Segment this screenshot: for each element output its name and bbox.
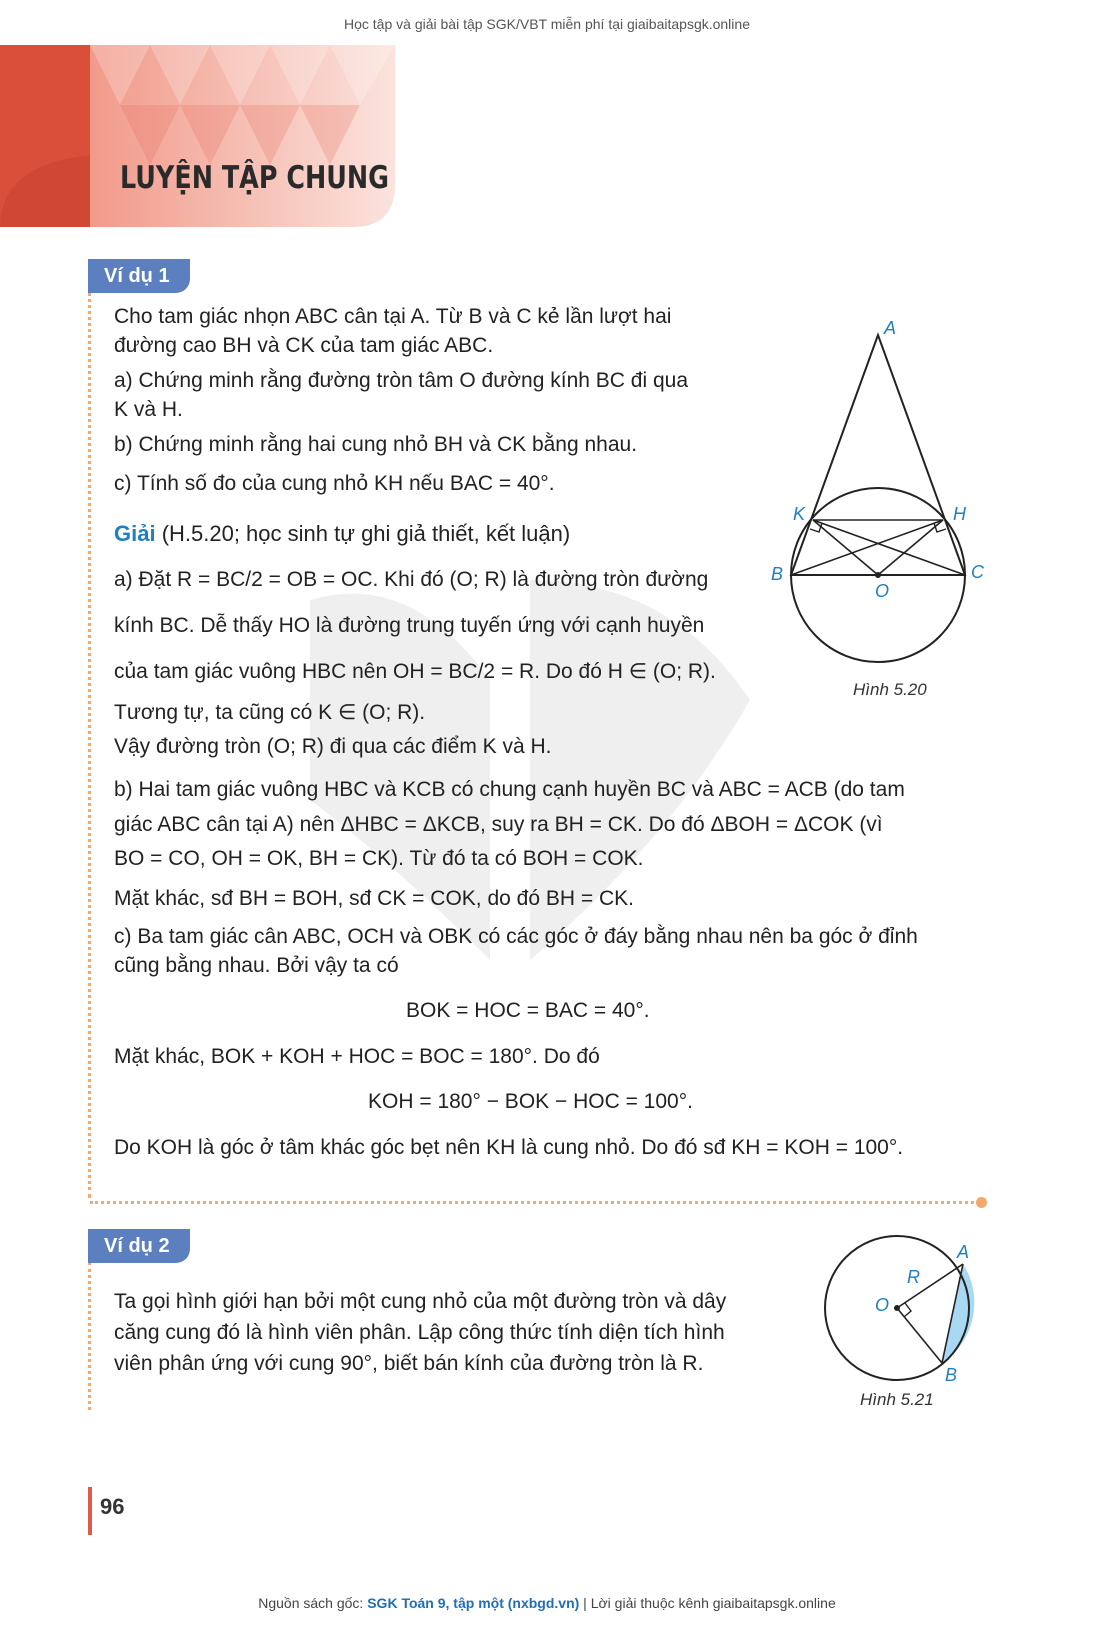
sol-line-2: kính BC. Dễ thấy HO là đường trung tuyến ứng với cạnh huyền xyxy=(114,614,705,637)
label-h: H xyxy=(953,504,966,524)
example1-end-dot xyxy=(976,1197,987,1208)
page-number: 96 xyxy=(100,1494,125,1519)
center-o-2 xyxy=(894,1305,900,1311)
vd1-line-1: Cho tam giác nhọn ABC cân tại A. Từ B và C kẻ lần lượt hai xyxy=(114,305,672,328)
right-angle-k xyxy=(810,523,822,532)
sol-line-13: Mặt khác, BOK + KOH + HOC = BOC = 180°. Do đó xyxy=(114,1045,600,1068)
sol-line-5: Vậy đường tròn (O; R) đi qua các điểm K và H. xyxy=(114,735,552,758)
example1-tag: Ví dụ 1 xyxy=(88,259,190,293)
figure-5-20-caption: Hình 5.20 xyxy=(853,680,927,699)
label-k: K xyxy=(793,504,806,524)
footer-prefix: Nguồn sách gốc: xyxy=(258,1595,368,1611)
vd1-line-4: K và H. xyxy=(114,398,183,421)
right-angle-o xyxy=(904,1303,911,1317)
vd1-line-5: b) Chứng minh rằng hai cung nhỏ BH và CK bằng nhau. xyxy=(114,433,638,456)
vd2-line-3: viên phân ứng với cung 90°, biết bán kính của đường tròn là R. xyxy=(114,1352,704,1375)
chapter-title: LUYỆN TẬP CHUNG xyxy=(120,160,390,196)
sol-line-3: của tam giác vuông HBC nên OH = BC/2 = R. Do đó H ∈ (O; R). xyxy=(114,660,716,683)
center-o xyxy=(875,572,881,578)
vd1-line-3: a) Chứng minh rằng đường tròn tâm O đường kính BC đi qua xyxy=(114,369,689,392)
example1-bottom-line xyxy=(90,1201,980,1204)
label-o-2: O xyxy=(875,1295,890,1315)
label-a-2: A xyxy=(957,1242,970,1262)
figure-5-21 xyxy=(815,1232,990,1392)
sol-line-15: Do KOH là góc ở tâm khác góc bẹt nên KH là cung nhỏ. Do đó sđ KH = KOH = 100°. xyxy=(114,1136,904,1159)
example2-tag: Ví dụ 2 xyxy=(88,1229,190,1263)
label-o: O xyxy=(875,581,890,601)
footer-source-link[interactable]: SGK Toán 9, tập một (nxbgd.vn) xyxy=(367,1595,580,1611)
label-a: A xyxy=(884,318,897,338)
solution-label: Giải xyxy=(114,521,156,546)
sol-line-9: Mặt khác, sđ BH = BOH, sđ CK = COK, do đó BH = CK. xyxy=(114,887,634,910)
figure-5-21-caption: Hình 5.21 xyxy=(860,1390,934,1409)
sol-line-8: BO = CO, OH = OK, BH = CK). Từ đó ta có BOH = COK. xyxy=(114,847,644,870)
radius-ob xyxy=(897,1308,942,1363)
vd2-line-2: căng cung đó là hình viên phân. Lập công thức tính diện tích hình xyxy=(114,1321,725,1344)
vd2-line-1: Ta gọi hình giới hạn bởi một cung nhỏ của một đường tròn và dây xyxy=(114,1290,727,1313)
vd1-line-2: đường cao BH và CK của tam giác ABC. xyxy=(114,334,494,357)
figure-5-20 xyxy=(765,315,995,695)
altitude-ck xyxy=(813,520,965,575)
label-b-2: B xyxy=(945,1365,958,1385)
sol-line-11: cũng bằng nhau. Bởi vậy ta có xyxy=(114,954,399,977)
sol-line-12: BOK = HOC = BAC = 40°. xyxy=(406,999,650,1022)
header-note: Học tập và giải bài tập SGK/VBT miễn phí tại giaibaitapsgk.online xyxy=(344,16,750,32)
sol-line-1: a) Đặt R = BC/2 = OB = OC. Khi đó (O; R) là đường tròn đường xyxy=(114,568,709,591)
chapter-banner xyxy=(0,45,410,227)
sol-line-6: b) Hai tam giác vuông HBC và KCB có chung cạnh huyền BC và ABC = ACB (do tam xyxy=(114,778,905,801)
sol-line-4: Tương tự, ta cũng có K ∈ (O; R). xyxy=(114,701,426,724)
page-number-bar xyxy=(88,1487,92,1535)
sol-line-14: KOH = 180° − BOK − HOC = 100°. xyxy=(368,1090,693,1113)
vd1-line-6: c) Tính số đo của cung nhỏ KH nếu BAC = 40°. xyxy=(114,472,555,495)
altitude-bh xyxy=(791,520,943,575)
label-r: R xyxy=(907,1267,920,1287)
triangle-abc xyxy=(791,335,965,575)
solution-note: (H.5.20; học sinh tự ghi giả thiết, kết luận) xyxy=(155,521,571,546)
sol-line-7: giác ABC cân tại A) nên ΔHBC = ΔKCB, suy ra BH = CK. Do đó ΔBOH = ΔCOK (vì xyxy=(114,813,883,836)
sol-line-10: c) Ba tam giác cân ABC, OCH và OBK có các góc ở đáy bằng nhau nên ba góc ở đỉnh xyxy=(114,925,918,948)
right-angle-h xyxy=(934,523,946,532)
footer-source xyxy=(0,1595,1094,1611)
footer-suffix: | Lời giải thuộc kênh giaibaitapsgk.online xyxy=(579,1595,836,1611)
example1-side-line xyxy=(88,292,91,1198)
label-b: B xyxy=(771,564,784,584)
solution-heading xyxy=(114,519,570,549)
example2-side-line xyxy=(88,1262,91,1410)
label-c: C xyxy=(971,562,984,582)
